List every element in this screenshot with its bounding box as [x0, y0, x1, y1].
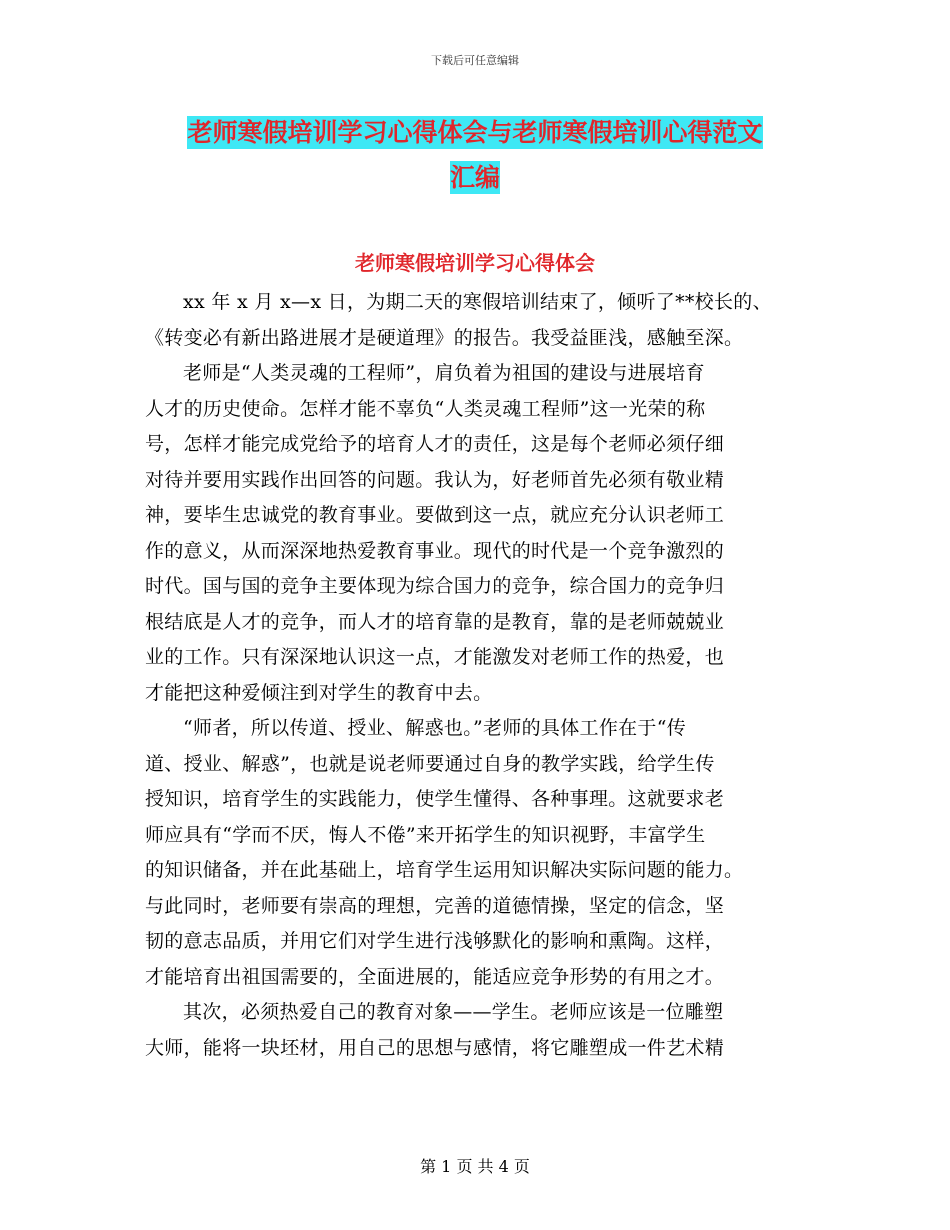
paragraph-line: 授知识，培育学生的实践能力，使学生懂得、各种事理。这就要求老: [145, 788, 725, 810]
body-text: [145, 285, 805, 1066]
title-line-1: 老师寒假培训学习心得体会与老师寒假培训心得范文: [187, 118, 763, 147]
paragraph-line: 业的工作。只有深深地认识这一点，才能激发对老师工作的热爱，也: [145, 646, 725, 668]
header-note: 下载后可任意编辑: [431, 54, 519, 67]
paragraph-line: xx 年 x 月 x—x 日，为期二天的寒假培训结束了，倾听了**校长的、: [183, 291, 772, 313]
paragraph-line: 大师，能将一块坯材，用自己的思想与感情，将它雕塑成一件艺术精: [145, 1036, 725, 1059]
paragraph-line: 号，怎样才能完成党给予的培育人才的责任，这是每个老师必须仔细: [145, 433, 725, 455]
paragraph-line: 对待并要用实践作出回答的问题。我认为，好老师首先必须有敬业精: [145, 468, 725, 491]
paragraph-line: 时代。国与国的竞争主要体现为综合国力的竞争，综合国力的竞争归: [145, 575, 725, 597]
paragraph-line: 《转变必有新出路进展才是硬道理》的报告。我受益匪浅，感触至深。: [145, 326, 744, 349]
section-title: 老师寒假培训学习心得体会: [355, 251, 595, 275]
paragraph-line: 作的意义，从而深深地热爱教育事业。现代的时代是一个竞争激烈的: [145, 539, 725, 562]
paragraph-line: 老师是“人类灵魂的工程师”，肩负着为祖国的建设与进展培育: [183, 362, 705, 384]
paragraph-line: 神，要毕生忠诚党的教育事业。要做到这一点，就应充分认识老师工: [145, 504, 725, 526]
paragraph-line: 才能把这种爱倾注到对学生的教育中去。: [145, 681, 493, 704]
paragraph-line: 才能培育出祖国需要的，全面进展的，能适应竞争形势的有用之才。: [145, 965, 725, 988]
paragraph-line: 其次，必须热爱自己的教育对象——学生。老师应该是一位雕塑: [183, 1001, 724, 1023]
paragraph-line: 韧的意志品质，并用它们对学生进行浅够默化的影响和熏陶。这样，: [145, 930, 725, 952]
paragraph-line: 的知识储备，并在此基础上，培育学生运用知识解决实际问题的能力。: [145, 859, 744, 881]
paragraph-line: 道、授业、解惑”，也就是说老师要通过自身的教学实践，给学生传: [145, 752, 715, 775]
document-title: [0, 110, 950, 200]
paragraph-line: 人才的历史使命。怎样才能不辜负“人类灵魂工程师”这一光荣的称: [145, 397, 706, 420]
page-number: 第 1 页 共 4 页: [420, 1157, 530, 1176]
paragraph-line: 与此同时，老师要有崇高的理想，完善的道德情操，坚定的信念，坚: [145, 894, 725, 917]
paragraph-line: “师者，所以传道、授业、解惑也。”老师的具体工作在于“传: [183, 717, 687, 739]
paragraph-line: 根结底是人才的竞争，而人才的培育靠的是教育，靠的是老师兢兢业: [145, 610, 725, 633]
paragraph-line: 师应具有“学而不厌，悔人不倦”来开拓学生的知识视野，丰富学生: [145, 823, 706, 846]
title-line-2: 汇编: [449, 163, 500, 192]
